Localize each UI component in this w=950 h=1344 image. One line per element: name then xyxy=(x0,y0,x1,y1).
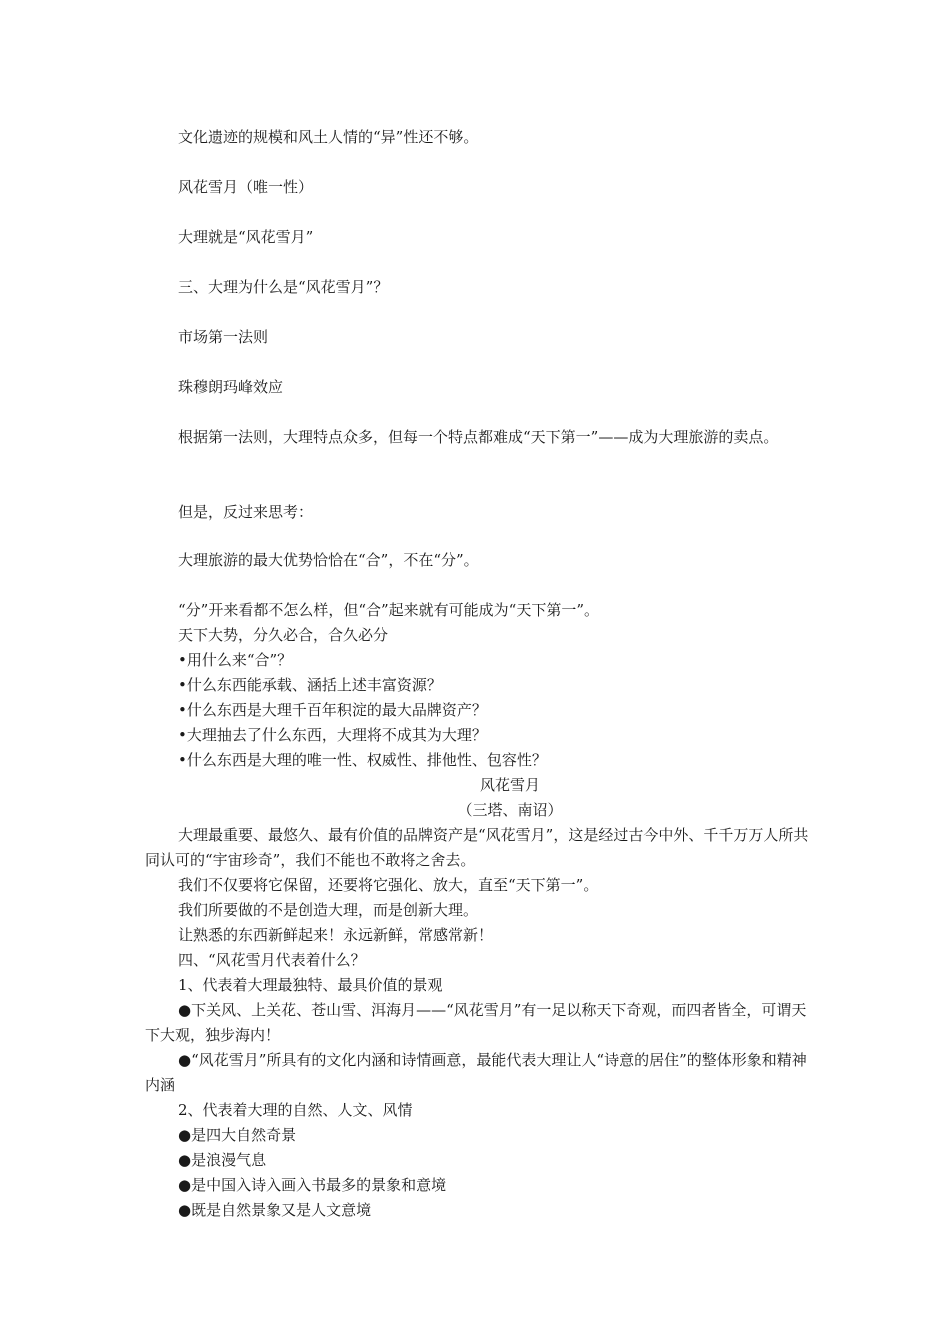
bullet-question-3: •什么东西是大理千百年积淀的最大品牌资产？ xyxy=(178,701,487,719)
bullet-four-sights: ●下关风、上关花、苍山雪、洱海月——“风花雪月”有一足以称天下奇观，而四者皆全，可谓天下大观，独步海内！ xyxy=(145,1001,807,1044)
paragraph-keep: 我们不仅要将它保留，还要将它强化、放大，直至“天下第一”。 xyxy=(178,876,599,894)
bullet-question-2: •什么东西能承载、涵括上述丰富资源？ xyxy=(178,676,442,694)
bullet-poetic-image: ●“风花雪月”所具有的文化内涵和诗情画意，最能代表大理让人“诗意的居住”的整体形象和精神内涵 xyxy=(145,1051,807,1094)
bullet-question-5: •什么东西是大理的唯一性、权威性、排他性、包容性？ xyxy=(178,751,547,769)
paragraph-advantage: 大理旅游的最大优势恰恰在“合”，不在“分”。 xyxy=(178,551,479,569)
paragraph-saying: 天下大势，分久必合，合久必分 xyxy=(178,626,389,644)
paragraph-fresh: 让熟悉的东西新鲜起来！永远新鲜，常感常新！ xyxy=(178,926,494,944)
bullet-poetry-painting: ●是中国入诗入画入书最多的景象和意境 xyxy=(178,1176,447,1194)
paragraph-however: 但是，反过来思考： xyxy=(178,503,314,521)
paragraph-cultural-relics: 文化遗迹的规模和风土人情的“异”性还不够。 xyxy=(178,128,479,146)
section-heading-4: 四、“风花雪月代表着什么？ xyxy=(178,951,366,969)
centered-subtitle: （三塔、南诏） xyxy=(457,801,563,819)
paragraph-first-law: 根据第一法则，大理特点众多，但每一个特点都难成“天下第一”——成为大理旅游的卖点。 xyxy=(178,428,779,446)
paragraph-split-merge: “分”开来看都不怎么样，但“合”起来就有可能成为“天下第一”。 xyxy=(178,601,600,619)
section-heading-3: 三、大理为什么是“风花雪月”？ xyxy=(178,278,389,296)
paragraph-everest-effect: 珠穆朗玛峰效应 xyxy=(178,378,284,396)
bullet-question-1: •用什么来“合”？ xyxy=(178,651,293,669)
bullet-romance: ●是浪漫气息 xyxy=(178,1151,267,1169)
bullet-nature-culture: ●既是自然景象又是人文意境 xyxy=(178,1201,372,1219)
bullet-natural-wonders: ●是四大自然奇景 xyxy=(178,1126,297,1144)
paragraph-uniqueness: 风花雪月（唯一性） xyxy=(178,178,314,196)
bullet-question-4: •大理抽去了什么东西，大理将不成其为大理？ xyxy=(178,726,487,744)
subheading-1: 1、代表着大理最独特、最具价值的景观 xyxy=(178,976,443,994)
paragraph-innovate: 我们所要做的不是创造大理，而是创新大理。 xyxy=(178,901,479,919)
subheading-2: 2、代表着大理的自然、人文、风情 xyxy=(178,1101,413,1119)
centered-title: 风花雪月 xyxy=(479,776,540,794)
paragraph-dali-is: 大理就是“风花雪月” xyxy=(178,228,314,246)
paragraph-market-law: 市场第一法则 xyxy=(178,328,269,346)
paragraph-brand-asset: 大理最重要、最悠久、最有价值的品牌资产是“风花雪月”，这是经过古今中外、千千万万人所共同认可的“宇宙珍奇”，我们不能也不敢将之舍去。 xyxy=(145,826,809,869)
